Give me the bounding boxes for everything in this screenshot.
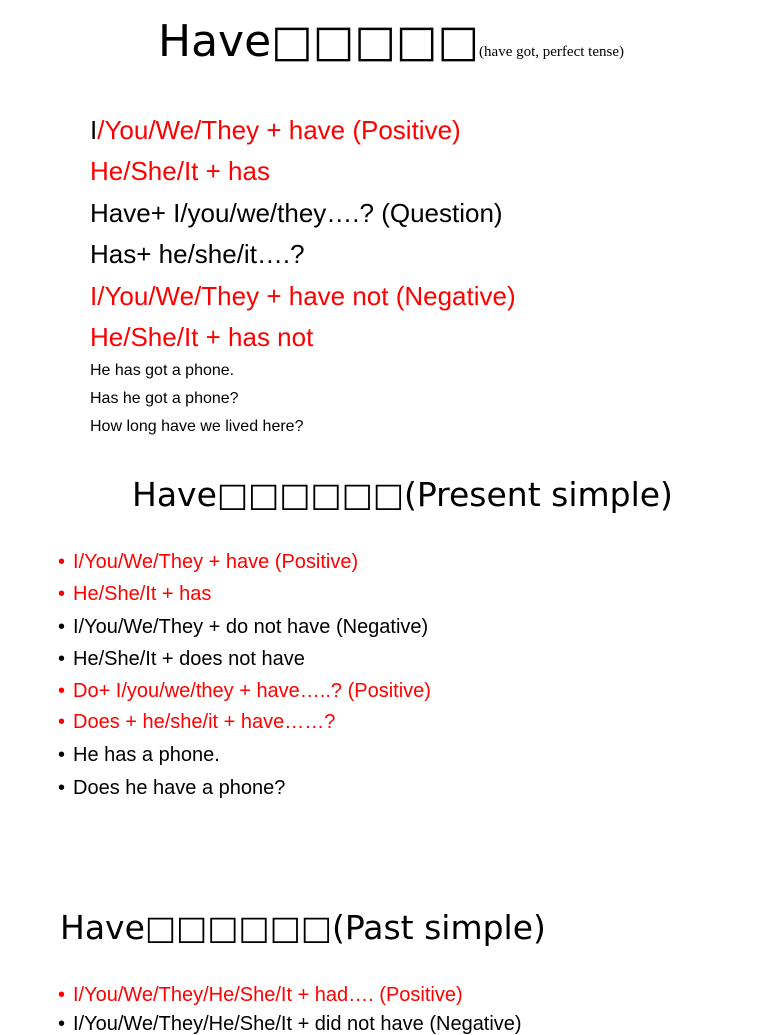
slide2-item-7 <box>58 745 220 765</box>
bullet-dot: • <box>58 680 66 702</box>
slide-have-got <box>0 0 768 436</box>
slide3-item-2-text: I/You/We/They/He/She/It + did not have (Negative) <box>73 1013 522 1035</box>
slide1-line-has-not: He/She/It + has not <box>90 322 314 352</box>
slide1-line-positive <box>90 117 461 143</box>
slide2-item-5 <box>58 681 431 701</box>
slide3-title-rest: (Past simple) <box>331 908 546 947</box>
bullet-dot: • <box>58 777 66 799</box>
slide3-title-main: Have <box>60 908 145 947</box>
slide1-title <box>158 16 624 67</box>
slide1-line-negative: I/You/We/They + have not (Negative) <box>90 281 516 311</box>
slide1-example-2: Has he got a phone? <box>90 390 239 407</box>
slide1-title-note: (have got, perfect tense) <box>479 44 624 60</box>
slide1-line-positive-text: /You/We/They + have (Positive) <box>97 115 461 145</box>
slide2-title <box>132 475 673 514</box>
slide1-title-main: Have <box>158 16 272 67</box>
slide1-line-has-question: Has+ he/she/it….? <box>90 239 305 269</box>
slide1-line-has: He/She/It + has <box>90 156 270 186</box>
slide3-item-2 <box>58 1014 522 1034</box>
slide2-item-4 <box>58 649 305 669</box>
slide1-example-3: How long have we lived here? <box>90 418 304 435</box>
slide2-item-1 <box>58 552 358 572</box>
bullet-dot: • <box>58 583 66 605</box>
slide1-title-glyphs: □□□□□ <box>271 16 480 67</box>
slide2-item-1-text: I/You/We/They + have (Positive) <box>73 551 359 573</box>
slide2-title-glyphs: □□□□□□ <box>216 475 404 514</box>
bullet-dot: • <box>58 616 66 638</box>
slide1-line-positive-prefix: I <box>90 115 98 145</box>
slide2-item-6-text: Does + he/she/it + have……? <box>73 711 336 733</box>
slide2-item-8 <box>58 778 285 798</box>
slide3-item-1 <box>58 985 463 1005</box>
slide3-item-1-text: I/You/We/They/He/She/It + had…. (Positive) <box>73 984 463 1006</box>
slide3-title-glyphs: □□□□□□ <box>144 908 332 947</box>
slide2-item-2 <box>58 584 211 604</box>
slide2-title-rest: (Present simple) <box>403 475 673 514</box>
bullet-dot: • <box>58 551 66 573</box>
slide2-item-4-text: He/She/It + does not have <box>73 648 305 670</box>
slide1-line-question: Have+ I/you/we/they….? (Question) <box>90 198 503 228</box>
bullet-dot: • <box>58 648 66 670</box>
slide2-item-2-text: He/She/It + has <box>73 583 212 605</box>
bullet-dot: • <box>58 984 66 1006</box>
bullet-dot: • <box>58 711 66 733</box>
bullet-dot: • <box>58 1013 66 1035</box>
slide2-item-8-text: Does he have a phone? <box>73 777 286 799</box>
slide2-item-6 <box>58 712 335 732</box>
slide2-item-3 <box>58 617 428 637</box>
slide2-item-7-text: He has a phone. <box>73 744 220 766</box>
bullet-dot: • <box>58 744 66 766</box>
slide3-title <box>60 908 546 947</box>
slide2-item-5-text: Do+ I/you/we/they + have…..? (Positive) <box>73 680 431 702</box>
slide2-title-main: Have <box>132 475 217 514</box>
slide1-example-1: He has got a phone. <box>90 362 235 379</box>
slide2-item-3-text: I/You/We/They + do not have (Negative) <box>73 616 429 638</box>
